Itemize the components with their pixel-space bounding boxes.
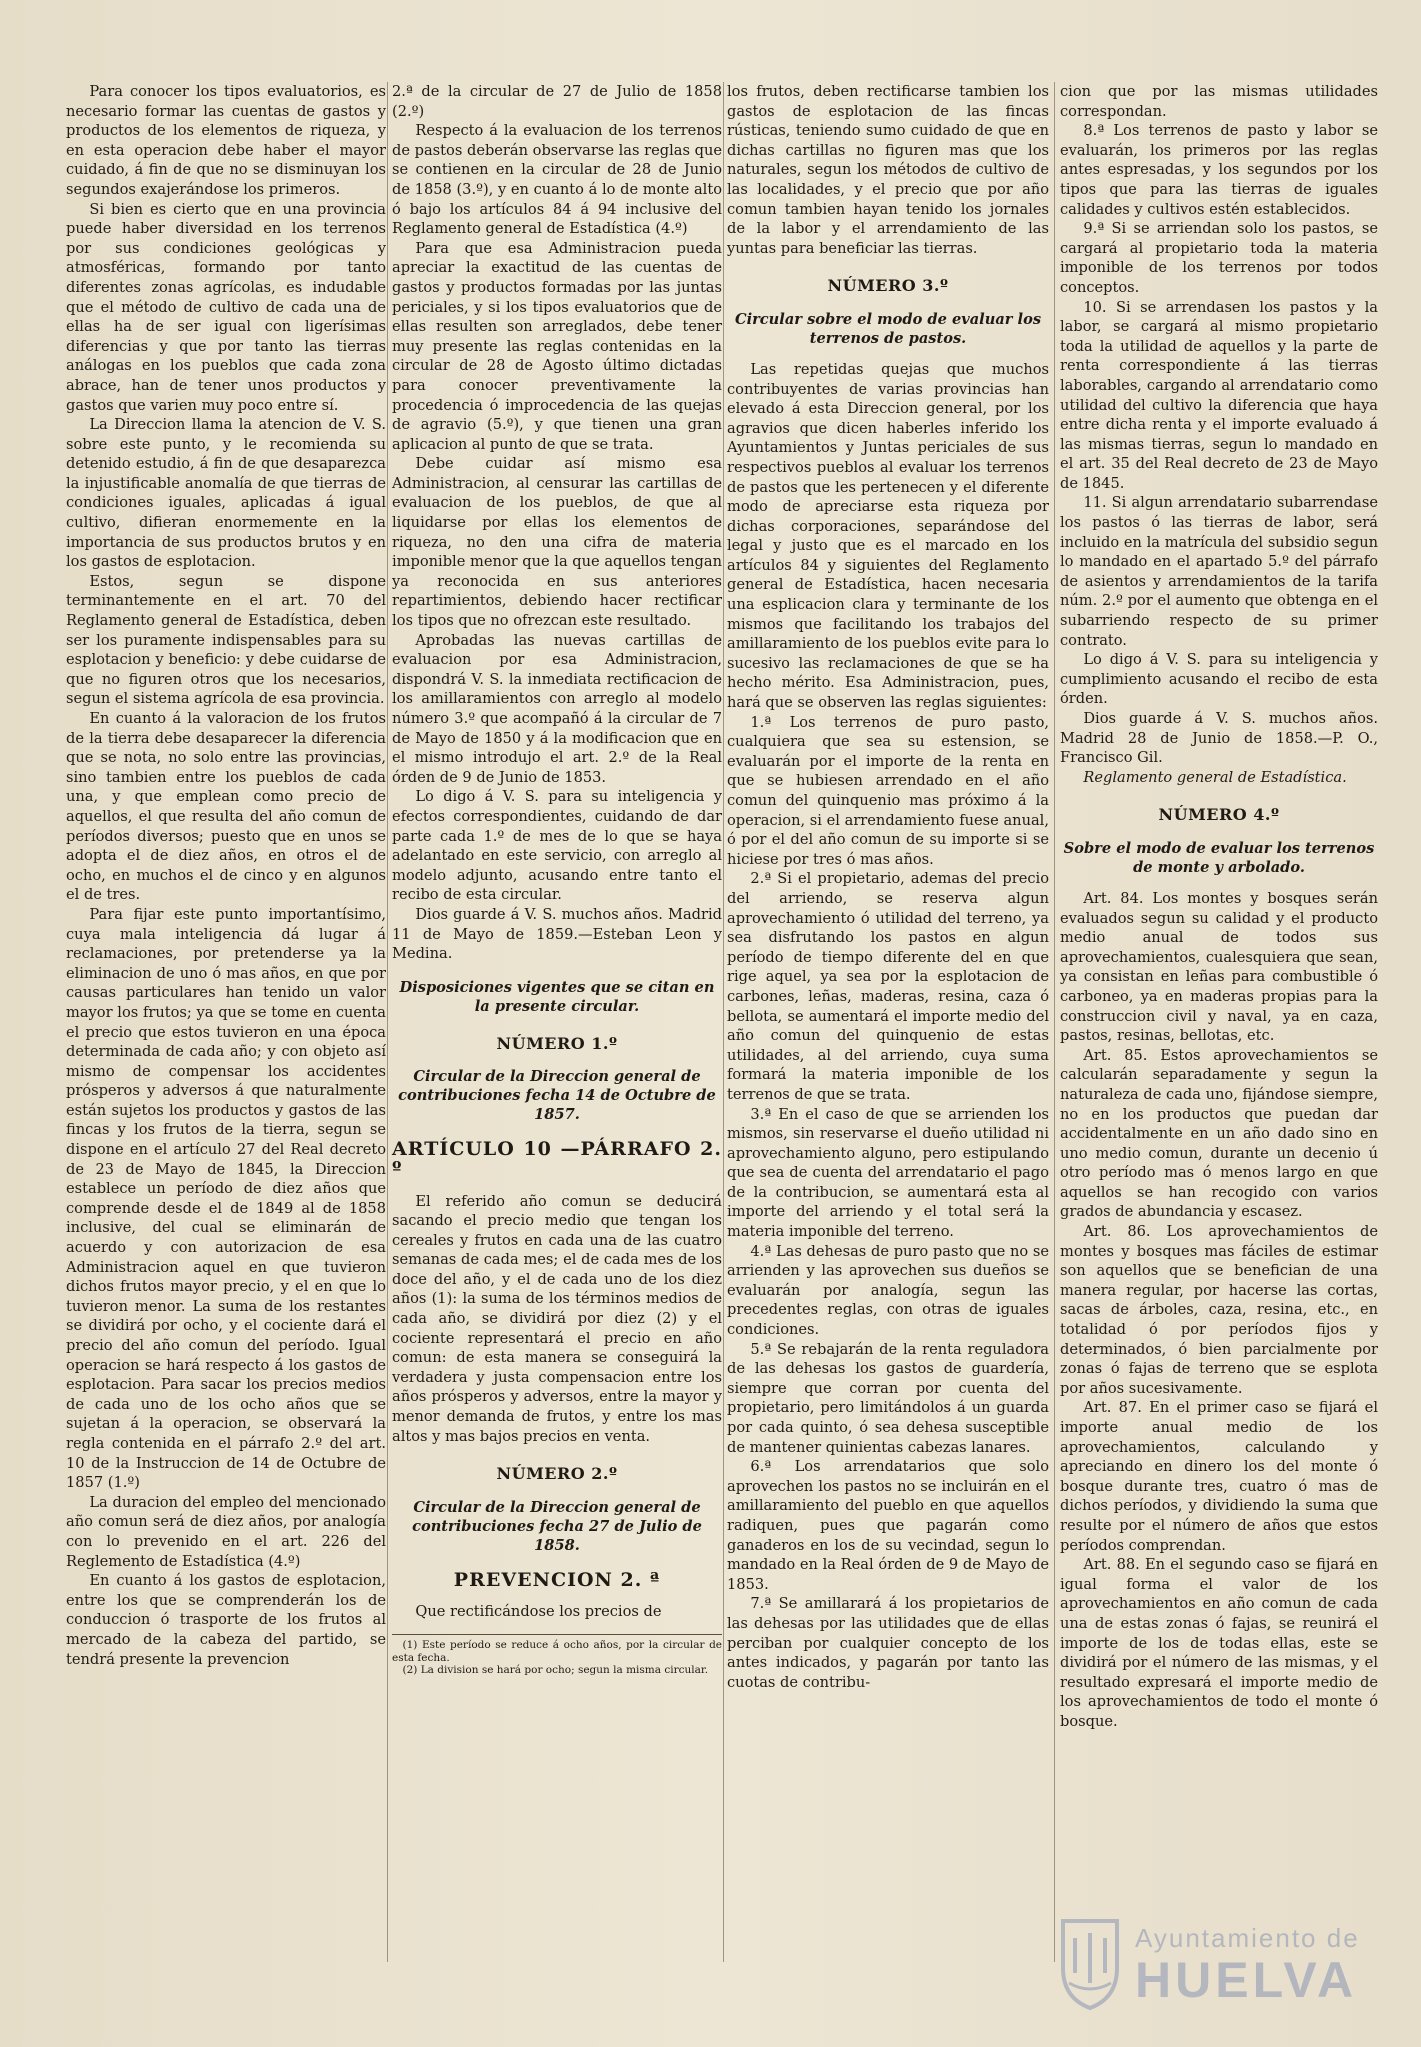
paragraph: los frutos, deben rectificarse tambien los gastos de esplotacion de las fincas rústicas, teniendo sumo cuidado de que en dichas cartillas no figuren mas que los naturales, segun los métodos de cultivo de las localidades, y el precio que por año comun tambien hayan tenido los jornales de la labor y el arrendamiento de las yuntas para beneficiar las tierras. [727, 83, 1049, 257]
disposiciones-heading: Disposiciones vigentes que se citan en la presente circular. [399, 978, 715, 1015]
article-heading: ARTÍCULO 10 —PÁRRAFO 2. º [392, 1138, 722, 1180]
section-number-3: NÚMERO 3.º [827, 276, 949, 296]
paragraph: Art. 84. Los montes y bosques serán evaluados segun su calidad y el producto medio anual de todos sus aprovechamientos, cualesquiera que sean, ya consistan en leñas para combustible ó carboneo, ya en maderas propias para la construccion civil y naval, ya en caza, pastos, resinas, bellotas, etc. [1060, 889, 1378, 1045]
column-3 [727, 82, 1049, 1692]
paragraph: En cuanto á la valoracion de los frutos de la tierra debe desaparecer la diferencia que se nota, no solo entre las provincias, sino tambien entre los pueblos de cada una, y que emplean como precio de aquellos, el que resulta del año comun de períodos diversos; puesto que en unos se adopta el de diez años, en otros el de ocho, en muchos el de cinco y en algunos el de tres. [66, 710, 386, 904]
column-4 [1060, 82, 1378, 1732]
footnotes [392, 1634, 722, 1677]
watermark-line1: Ayuntamiento de [1135, 1923, 1360, 1953]
column-rule [1054, 82, 1055, 1962]
footnote: (1) Este período se reduce á ocho años, por la circular de esta fecha. [392, 1639, 722, 1664]
column-rule [387, 82, 388, 1962]
section-subtitle-4: Sobre el modo de evaluar los terrenos de monte y arbolado. [1063, 839, 1375, 876]
paragraph: Lo digo á V. S. para su inteligencia y efectos correspondientes, cuidando de dar parte cada 1.º de mes de lo que se haya adelantado en este servicio, con arreglo al modelo adjunto, acusando entre tanto el recibo de esta circular. [392, 788, 722, 904]
section-number-2: NÚMERO 2.º [496, 1464, 618, 1484]
paragraph: Para conocer los tipos evaluatorios, es necesario formar las cuentas de gastos y productos de los elementos de riqueza, y en esta operacion debe haber el mayor cuidado, á fin de que no se disminuyan los segundos exajerándose los primeros. [66, 83, 386, 198]
prevencion-heading: PREVENCION 2. ª [453, 1568, 661, 1591]
reglamento-heading: Reglamento general de Estadística. [1083, 768, 1347, 786]
paragraph: Art. 85. Estos aprovechamientos se calcularán separadamente y segun la naturaleza de cada uno, fijándose siempre, no en los productos que puedan dar accidentalmente en un año dado sino en uno medio comun, durante un decenio ú otro período mas ó menos largo en que aquellos se han recogido con varios grados de abundancia y escasez. [1060, 1046, 1378, 1221]
paragraph: Respecto á la evaluacion de los terrenos de pastos deberán observarse las reglas que se contienen en la circular de 28 de Junio de 1858 (3.º), y en cuanto á lo de monte alto ó bajo los artículos 84 á 94 inclusive del Reglamento general de Estadística (4.º) [392, 122, 722, 238]
paragraph: 8.ª Los terrenos de pasto y labor se evaluarán, los primeros por las reglas antes espresadas, y los segundos por los tipos que para las tierras de iguales calidades y cultivos estén establecidos. [1060, 122, 1378, 218]
paragraph: 7.ª Se amillarará á los propietarios de las dehesas por las utilidades que de ellas perciban por cualquier concepto de los antes indicados, y pagarán por tanto las cuotas de contribu- [727, 1595, 1049, 1691]
paragraph: 5.ª Se rebajarán de la renta reguladora de las dehesas los gastos de guardería, siempre que corran por cuenta del propietario, pero limitándolos á un guarda por cada quinto, ó sea dehesa susceptible de mantener quinientas cabezas lanares. [727, 1340, 1049, 1456]
paragraph: La Direccion llama la atencion de V. S. sobre este punto, y le recomienda su detenido estudio, á fin de que desaparezca la injustificable anomalía de que tierras de condiciones iguales, aplicadas á igual cultivo, difieran enormemente en la importancia de sus productos brutos y en los gastos de esplotacion. [66, 416, 386, 571]
paragraph: Aprobadas las nuevas cartillas de evaluacion por esa Administracion, dispondrá V. S. la inmediata rectificacion de los amillaramientos con arreglo al modelo número 3.º que acompañó á la circular de 7 de Mayo de 1850 y á la modificacion que en el mismo introdujo el art. 2.º de la Real órden de 9 de Junio de 1853. [392, 631, 722, 786]
signature: Dios guarde á V. S. muchos años. Madrid 11 de Mayo de 1859.—Esteban Leon y Medina. [392, 905, 722, 963]
paragraph: 6.ª Los arrendatarios que solo aprovechen los pastos no se incluirán en el amillaramiento del pueblo en que aquellos radiquen, pues que pagarán como ganaderos en los de su vecindad, segun lo mandado en la Real órden de 9 de Mayo de 1853. [727, 1458, 1049, 1593]
paragraph: 4.ª Las dehesas de puro pasto que no se arrienden y las aprovechen sus dueños se evaluarán por analogía, segun las precedentes reglas, con otras de iguales condiciones. [727, 1242, 1049, 1339]
paragraph: 2.ª Si el propietario, ademas del precio del arriendo, se reserva algun aprovechamiento ó utilidad del terreno, ya sea disfrutando los pastos en algun período de tiempo diferente del en que rige aquel, ya sea por la esplotacion de carbones, leñas, maderas, resina, caza ó bellota, se aumentará el importe medio del año comun del quinquenio de estas utilidades, al del arriendo, cuya suma formará la materia imponible de los terrenos de que se trata. [727, 870, 1049, 1103]
huelva-coat-of-arms-icon [1055, 1913, 1125, 2013]
section-subtitle-3: Circular sobre el modo de evaluar los terrenos de pastos. [734, 310, 1042, 347]
column-1 [66, 82, 386, 1669]
paragraph: cion que por las mismas utilidades correspondan. [1060, 83, 1378, 120]
paragraph: 2.ª de la circular de 27 de Julio de 1858 (2.º) [392, 83, 722, 120]
section-number-4: NÚMERO 4.º [1158, 805, 1280, 825]
paragraph: Art. 86. Los aprovechamientos de montes y bosques mas fáciles de estimar son aquellos que se benefician de una manera regular, por hacerse las cortas, sacas de árboles, caza, resina, etc., en totalidad ó por períodos fijos y determinados, ó bien parcialmente por zonas ó fajas de terreno que se esplota por años sucesivamente. [1060, 1223, 1378, 1397]
paragraph: 3.ª En el caso de que se arrienden los mismos, sin reservarse el dueño utilidad ni aprovechamiento alguno, pero estipulando que sea de cuenta del arrendatario el pago de la contribucion, se aumentará esta al importe del arriendo y el total será la materia imponible del terreno. [727, 1105, 1049, 1241]
paragraph: Las repetidas quejas que muchos contribuyentes de varias provincias han elevado á esta Direccion general, por los agravios que dicen haberles inferido los Ayuntamientos y Juntas periciales de sus respectivos pueblos al evaluar los terrenos de pastos que les pertenecen y el diferente modo de apreciarse esta riqueza por dichas corporaciones, separándose del legal y justo que es el marcado en los artículos 84 y siguientes del Reglamento general de Estadística, hacen necesaria una esplicacion clara y terminante de los mismos que facilitando los trabajos del amillaramiento de los pueblos evite para lo sucesivo las reclamaciones de que se ha hecho mérito. Esa Administracion, pues, hará que se observen las reglas siguientes: [727, 360, 1049, 712]
paragraph: Que rectificándose los precios de [415, 1603, 662, 1621]
signature: Dios guarde á V. S. muchos años. Madrid 28 de Junio de 1858.—P. O., Francisco Gil. [1060, 710, 1378, 767]
paragraph: Si bien es cierto que en una provincia puede haber diversidad en los terrenos por sus condiciones geológicas y atmosféricas, formando por tanto diferentes zonas agrícolas, es indudable que el método de cultivo de cada una de ellas ha de ser igual con ligerísimas diferencias y que por tanto las tierras análogas en los pueblos que cada zona abrace, han de tener unos productos y gastos que varien muy poco entre sí. [66, 200, 386, 414]
paragraph: Estos, segun se dispone terminantemente en el art. 70 del Reglamento general de Estadística, deben ser los puramente indispensables para su esplotacion y beneficio: y debe cuidarse de que no figuren otros que los necesarios, segun el sistema agrícola de esa provincia. [66, 572, 386, 708]
paragraph: El referido año comun se deducirá sacando el precio medio que tengan los cereales y frutos en cada una de las cuatro semanas de cada mes; el de cada mes de los doce del año, y el de cada uno de los diez años (1): la suma de los términos medios de cada año, se dividirá por diez (2) y el cociente representará el precio en año comun: de esta manera se conseguirá la verdadera y justa compensacion entre los años prósperos y adversos, entre la mayor y menor demanda de frutos, y entre los mas altos y mas bajos precios en venta. [392, 1192, 722, 1445]
paragraph: Art. 87. En el primer caso se fijará el importe anual medio de los aprovechamientos, calculando y apreciando en dinero los del monte ó bosque durante tres, cuatro ó mas de dichos períodos, y dividiendo la suma que resulte por el número de años que estos períodos comprendan. [1060, 1399, 1378, 1554]
paragraph: Para que esa Administracion pueda apreciar la exactitud de las cuentas de gastos y productos formadas por las juntas periciales, y si los tipos evaluatorios que de ellas resulten son arreglados, debe tener muy presente las reglas contenidas en la circular de 28 de Agosto último dictadas para conocer preventivamente la procedencia ó improcedencia de las quejas de agravio (5.º), y que tienen una gran aplicacion al punto de que se trata. [392, 239, 722, 453]
paragraph: La duracion del empleo del mencionado año comun será de diez años, por analogía con lo prevenido en el art. 226 del Reglemento de Estadística (4.º) [66, 1493, 386, 1570]
footnote: (2) La division se hará por ocho; segun la misma circular. [402, 1664, 709, 1676]
paragraph: En cuanto á los gastos de esplotacion, entre los que se comprenderán los de conduccion ó trasporte de los frutos al mercado de la cabeza del partido, se tendrá presente la prevencion [66, 1572, 386, 1668]
column-2 [392, 82, 722, 1677]
section-number-1: NÚMERO 1.º [496, 1033, 618, 1053]
paragraph: Para fijar este punto importantísimo, cuya mala inteligencia dá lugar á reclamaciones, por pretenderse ya la eliminacion de uno ó mas años, en que por causas particulares han tenido un valor mayor los frutos; ya que se tome en cuenta el precio que estos tuvieron en una época determinada de cada año; y con objeto así mismo de compensar los accidentes prósperos y adversos á que naturalmente están sujetos los productos y gastos de las fincas y los frutos de la tierra, segun se dispone en el artículo 27 del Real decreto de 23 de Mayo de 1845, la Direccion establece un período de diez años que comprende desde el de 1849 al de 1858 inclusive, del cual se eliminarán de acuerdo y con autorizacion de esa Administracion aquel en que tuvieron dichos frutos mayor precio, y el en que lo tuvieron menor. La suma de los restantes se dividirá por ocho, y el cociente dará el precio del año comun del período. Igual operacion se hará respecto á los gastos de esplotacion. Para sacar los precios medios de cada uno de los ocho años que se sujetan á la operacion, se observará la regla contenida en el párrafo 2.º del art. 10 de la Instruccion de 14 de Octubre de 1857 (1.º) [66, 905, 386, 1492]
paragraph: Art. 88. En el segundo caso se fijará en igual forma el valor de los aprovechamientos en año comun de cada una de estas zonas ó fajas, se reunirá el importe de los de todas ellas, este se dividirá por el número de las mismas, y el resultado expresará el importe medio de los aprovechamientos de todo el monte ó bosque. [1060, 1556, 1378, 1730]
paragraph: 10. Si se arrendasen los pastos y la labor, se cargará al mismo propietario toda la utilidad de aquellos y la parte de renta correspondiente á las tierras laborables, cargando al arrendatario como utilidad del cultivo la diferencia que haya entre dicha renta y el importe evaluado á las mismas tierras, segun lo mandado en el art. 35 del Real decreto de 23 de Mayo de 1845. [1060, 298, 1378, 492]
ayuntamiento-watermark [1055, 1909, 1385, 2019]
paragraph: 1.ª Los terrenos de puro pasto, cualquiera que sea su estension, se evaluarán por el importe de la renta en que se hubiesen arrendado en el año comun del quinquenio mas próximo á la operacion, si el arrendamiento fuese anual, ó por el del año comun de su importe si se hiciese por tres ó mas años. [727, 713, 1049, 868]
paragraph: 9.ª Si se arriendan solo los pastos, se cargará al propietario toda la materia imponible de los terrenos por todos conceptos. [1060, 220, 1378, 296]
paragraph: Lo digo á V. S. para su inteligencia y cumplimiento acusando el recibo de esta órden. [1060, 651, 1378, 708]
paragraph: 11. Si algun arrendatario subarrendase los pastos ó las tierras de labor, será incluido en la matrícula del subsidio segun lo mandado en el apartado 5.º del párrafo de asientos y arrendamientos de la tarifa núm. 2.º por el aumento que obtenga en el subarriendo respecto de su primer contrato. [1060, 494, 1378, 649]
watermark-line2: HUELVA [1135, 1952, 1358, 2008]
section-subtitle-1: Circular de la Direccion general de contribuciones fecha 14 de Octubre de 1857. [398, 1068, 716, 1124]
column-rule [723, 82, 724, 1962]
paragraph: Debe cuidar así mismo esa Administracion, al censurar las cartillas de evaluacion de los pueblos, de que al liquidarse por ellas los elementos de riqueza, no den una cifra de materia imponible menor que la que aquellos tengan ya reconocida en sus anteriores repartimientos, debiendo hacer rectificar los tipos que no ofrezcan este resultado. [392, 455, 722, 630]
section-subtitle-2: Circular de la Direccion general de contribuciones fecha 27 de Julio de 1858. [412, 1498, 702, 1554]
